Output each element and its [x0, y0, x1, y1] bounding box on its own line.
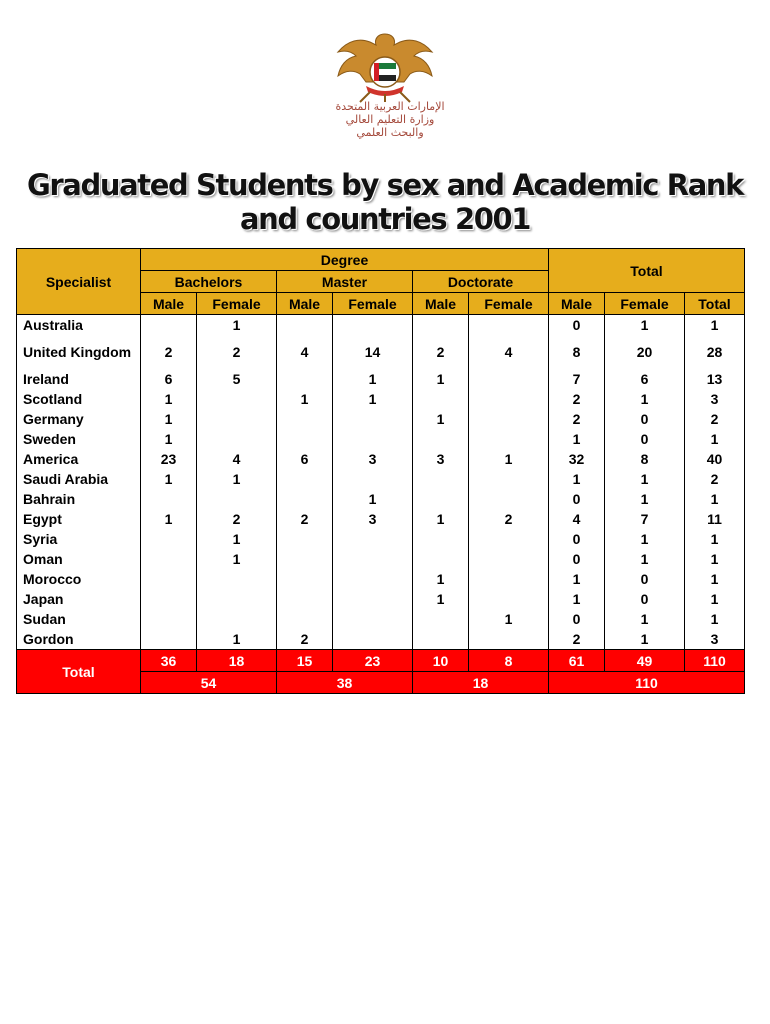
count-cell — [333, 469, 413, 489]
count-cell: 8 — [605, 449, 685, 469]
count-cell: 13 — [685, 369, 745, 389]
total-cell: 18 — [197, 650, 277, 672]
count-cell: 4 — [197, 449, 277, 469]
count-cell: 1 — [333, 389, 413, 409]
count-cell: 1 — [549, 469, 605, 489]
count-cell: 4 — [469, 335, 549, 369]
total-cell: 110 — [685, 650, 745, 672]
count-cell — [469, 589, 549, 609]
grand-sum: 110 — [549, 672, 745, 694]
count-cell — [197, 429, 277, 449]
count-cell: 1 — [413, 589, 469, 609]
country-cell: United Kingdom — [17, 335, 141, 369]
count-cell: 1 — [685, 489, 745, 509]
table-row — [17, 509, 745, 529]
count-cell: 1 — [605, 489, 685, 509]
table-row — [17, 589, 745, 609]
count-cell — [277, 409, 333, 429]
count-cell: 1 — [333, 489, 413, 509]
count-cell: 1 — [413, 409, 469, 429]
country-cell: America — [17, 449, 141, 469]
count-cell — [333, 409, 413, 429]
count-cell: 2 — [413, 335, 469, 369]
count-cell: 1 — [549, 569, 605, 589]
count-cell: 1 — [197, 469, 277, 489]
count-cell: 1 — [413, 509, 469, 529]
doctorate-header: Doctorate — [413, 271, 549, 293]
count-cell: 1 — [605, 389, 685, 409]
count-cell: 7 — [549, 369, 605, 389]
male-header: Male — [549, 293, 605, 315]
table-row — [17, 409, 745, 429]
count-cell: 1 — [197, 629, 277, 650]
count-cell — [197, 609, 277, 629]
count-cell: 0 — [549, 529, 605, 549]
country-cell: Egypt — [17, 509, 141, 529]
count-cell: 1 — [277, 389, 333, 409]
count-cell — [469, 389, 549, 409]
count-cell — [469, 315, 549, 336]
count-cell: 0 — [605, 569, 685, 589]
total-cell: 61 — [549, 650, 605, 672]
count-cell: 1 — [685, 569, 745, 589]
count-cell — [197, 409, 277, 429]
count-cell: 1 — [605, 549, 685, 569]
count-cell — [333, 609, 413, 629]
total-row-label: Total — [17, 650, 141, 694]
count-cell: 0 — [549, 315, 605, 336]
count-cell: 1 — [197, 549, 277, 569]
total-cell: 36 — [141, 650, 197, 672]
count-cell — [413, 549, 469, 569]
country-cell: Syria — [17, 529, 141, 549]
count-cell: 1 — [685, 429, 745, 449]
uae-emblem-icon — [330, 30, 440, 104]
count-cell — [413, 609, 469, 629]
female-header: Female — [333, 293, 413, 315]
count-cell: 2 — [549, 629, 605, 650]
master-header: Master — [277, 271, 413, 293]
count-cell — [413, 629, 469, 650]
count-cell — [333, 529, 413, 549]
count-cell — [141, 569, 197, 589]
country-cell: Scotland — [17, 389, 141, 409]
count-cell: 1 — [413, 369, 469, 389]
table-row — [17, 489, 745, 509]
count-cell — [141, 489, 197, 509]
count-cell: 0 — [605, 429, 685, 449]
count-cell — [333, 629, 413, 650]
count-cell: 6 — [141, 369, 197, 389]
count-cell: 1 — [141, 389, 197, 409]
count-cell: 1 — [141, 409, 197, 429]
count-cell: 1 — [549, 589, 605, 609]
arabic-line-2: وزارة التعليم العالي — [345, 113, 435, 126]
count-cell — [277, 315, 333, 336]
count-cell: 1 — [685, 315, 745, 336]
count-cell: 3 — [413, 449, 469, 469]
count-cell — [277, 529, 333, 549]
bachelors-header: Bachelors — [141, 271, 277, 293]
count-cell: 1 — [333, 369, 413, 389]
degree-header: Degree — [141, 249, 549, 271]
count-cell — [413, 389, 469, 409]
table-row — [17, 609, 745, 629]
country-cell: Bahrain — [17, 489, 141, 509]
total-header: Total — [549, 249, 745, 293]
count-cell — [333, 569, 413, 589]
count-cell: 2 — [277, 509, 333, 529]
count-cell — [469, 629, 549, 650]
count-cell: 0 — [549, 489, 605, 509]
count-cell: 2 — [685, 469, 745, 489]
count-cell — [197, 389, 277, 409]
table-row — [17, 449, 745, 469]
count-cell: 1 — [141, 469, 197, 489]
count-cell: 11 — [685, 509, 745, 529]
country-cell: Sweden — [17, 429, 141, 449]
table-row — [17, 629, 745, 650]
count-cell — [469, 569, 549, 589]
count-cell: 3 — [333, 449, 413, 469]
count-cell — [469, 369, 549, 389]
count-cell — [277, 609, 333, 629]
count-cell — [333, 589, 413, 609]
count-cell: 6 — [605, 369, 685, 389]
count-cell: 2 — [685, 409, 745, 429]
count-cell: 1 — [197, 529, 277, 549]
table-row — [17, 315, 745, 336]
count-cell: 1 — [197, 315, 277, 336]
count-cell: 3 — [685, 389, 745, 409]
count-cell: 2 — [549, 389, 605, 409]
master-sum: 38 — [277, 672, 413, 694]
table-row — [17, 389, 745, 409]
count-cell: 1 — [141, 429, 197, 449]
female-header: Female — [605, 293, 685, 315]
count-cell: 7 — [605, 509, 685, 529]
count-cell — [277, 549, 333, 569]
count-cell — [197, 489, 277, 509]
count-cell — [469, 409, 549, 429]
table-row — [17, 335, 745, 369]
table-row — [17, 429, 745, 449]
count-cell: 1 — [605, 629, 685, 650]
country-cell: Ireland — [17, 369, 141, 389]
page-title: Graduated Students by sex and Academic Rank and countries 2001 — [27, 168, 743, 236]
count-cell: 1 — [685, 549, 745, 569]
count-cell: 6 — [277, 449, 333, 469]
count-cell — [333, 429, 413, 449]
count-cell: 0 — [549, 549, 605, 569]
count-cell — [413, 529, 469, 549]
count-cell: 1 — [469, 449, 549, 469]
count-cell — [413, 469, 469, 489]
count-cell: 0 — [549, 609, 605, 629]
total-cell: 23 — [333, 650, 413, 672]
count-cell: 32 — [549, 449, 605, 469]
count-cell: 3 — [333, 509, 413, 529]
count-cell — [333, 549, 413, 569]
count-cell: 1 — [605, 315, 685, 336]
count-cell: 1 — [141, 509, 197, 529]
country-cell: Gordon — [17, 629, 141, 650]
arabic-line-1: الإمارات العربية المتحدة — [335, 100, 445, 113]
count-cell: 1 — [469, 609, 549, 629]
country-cell: Australia — [17, 315, 141, 336]
country-cell: Oman — [17, 549, 141, 569]
count-cell: 1 — [413, 569, 469, 589]
table-row — [17, 529, 745, 549]
count-cell: 1 — [685, 529, 745, 549]
country-cell: Japan — [17, 589, 141, 609]
count-cell: 0 — [605, 409, 685, 429]
doctorate-sum: 18 — [413, 672, 549, 694]
count-cell — [469, 529, 549, 549]
table-row — [17, 569, 745, 589]
arabic-line-3: والبحث العلمي — [356, 126, 424, 139]
count-cell: 28 — [685, 335, 745, 369]
count-cell — [277, 489, 333, 509]
count-cell: 2 — [197, 335, 277, 369]
count-cell — [469, 469, 549, 489]
count-cell: 3 — [685, 629, 745, 650]
count-cell — [333, 315, 413, 336]
total-cell: 10 — [413, 650, 469, 672]
country-cell: Germany — [17, 409, 141, 429]
count-cell — [141, 529, 197, 549]
count-cell: 1 — [685, 589, 745, 609]
count-cell — [197, 569, 277, 589]
count-cell — [277, 469, 333, 489]
count-cell: 2 — [141, 335, 197, 369]
count-cell: 20 — [605, 335, 685, 369]
female-header: Female — [197, 293, 277, 315]
table-row — [17, 469, 745, 489]
count-cell: 1 — [605, 609, 685, 629]
count-cell: 2 — [197, 509, 277, 529]
count-cell — [469, 549, 549, 569]
count-cell — [413, 489, 469, 509]
table-row — [17, 369, 745, 389]
count-cell — [277, 589, 333, 609]
count-cell: 23 — [141, 449, 197, 469]
count-cell: 4 — [277, 335, 333, 369]
table-row — [17, 549, 745, 569]
count-cell: 14 — [333, 335, 413, 369]
count-cell — [469, 489, 549, 509]
count-cell — [413, 315, 469, 336]
count-cell: 1 — [685, 609, 745, 629]
count-cell — [141, 609, 197, 629]
count-cell: 1 — [549, 429, 605, 449]
count-cell: 1 — [605, 529, 685, 549]
graduates-table — [16, 248, 745, 694]
bachelors-sum: 54 — [141, 672, 277, 694]
count-cell — [277, 569, 333, 589]
country-cell: Saudi Arabia — [17, 469, 141, 489]
count-cell: 2 — [469, 509, 549, 529]
male-header: Male — [277, 293, 333, 315]
count-cell: 2 — [277, 629, 333, 650]
count-cell — [277, 429, 333, 449]
count-cell — [469, 429, 549, 449]
country-cell: Sudan — [17, 609, 141, 629]
country-cell: Morocco — [17, 569, 141, 589]
total-subheader: Total — [685, 293, 745, 315]
total-cell: 49 — [605, 650, 685, 672]
total-cell: 8 — [469, 650, 549, 672]
count-cell — [197, 589, 277, 609]
count-cell — [141, 589, 197, 609]
count-cell: 0 — [605, 589, 685, 609]
count-cell: 5 — [197, 369, 277, 389]
male-header: Male — [413, 293, 469, 315]
count-cell — [413, 429, 469, 449]
specialist-header: Specialist — [17, 249, 141, 315]
count-cell — [277, 369, 333, 389]
count-cell: 40 — [685, 449, 745, 469]
count-cell — [141, 315, 197, 336]
ministry-arabic-name — [300, 100, 480, 139]
count-cell: 2 — [549, 409, 605, 429]
count-cell: 1 — [605, 469, 685, 489]
total-cell: 15 — [277, 650, 333, 672]
female-header: Female — [469, 293, 549, 315]
count-cell — [141, 549, 197, 569]
count-cell: 8 — [549, 335, 605, 369]
count-cell: 4 — [549, 509, 605, 529]
count-cell — [141, 629, 197, 650]
male-header: Male — [141, 293, 197, 315]
